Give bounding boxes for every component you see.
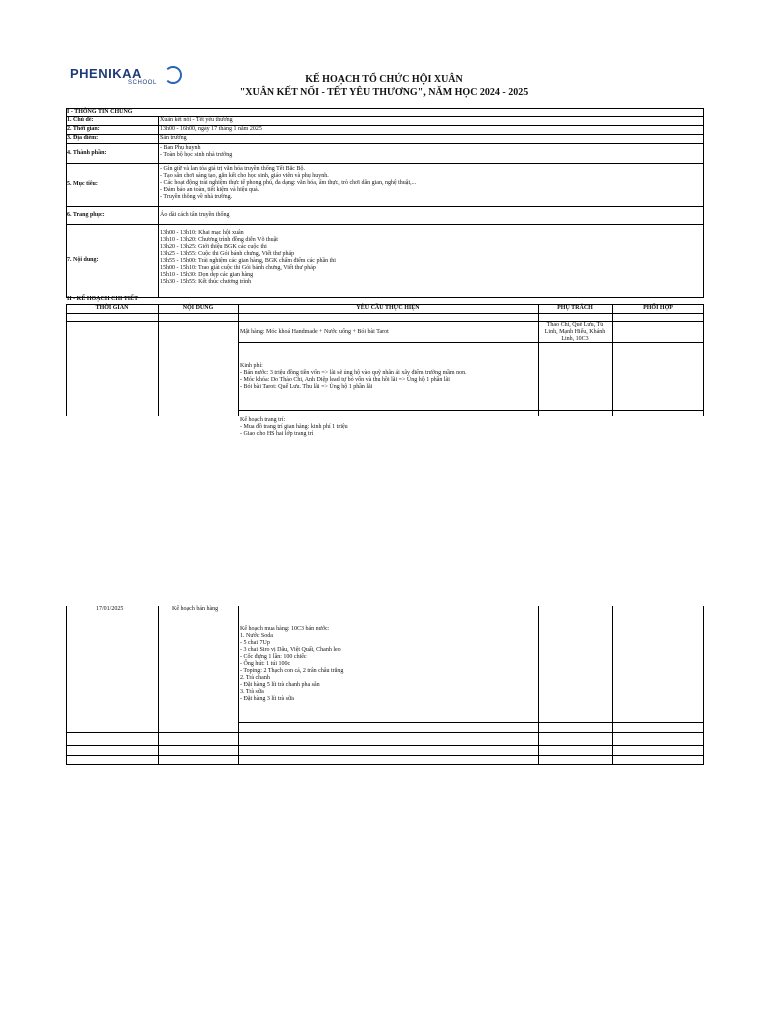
schedule-line: 13h00 - 13h10: Khai mạc hội xuân [160,230,244,236]
col-divider [158,304,159,416]
row-line [66,224,704,225]
owner-line: Thảo Chi, Quế Lưu, Tú [546,322,604,328]
schedule-line: 15h10 - 15h30: Dọn dẹp các gian hàng [160,272,254,278]
topic-label: 1. Chủ đề: [67,117,94,123]
purchase-line: - 3 chai Siro vị Dâu, Việt Quất, Chanh leo [240,647,341,653]
owner-line: Linh, 10C3 [561,336,589,342]
goals-label: 5. Mục tiêu: [67,181,98,187]
col-header-time: THỜI GIAN [95,305,129,311]
col-divider [612,606,613,765]
participants-label: 4. Thành phần: [67,150,107,156]
purchase-line: 1. Nước Soda [240,633,273,639]
col-header-requirement: YÊU CẦU THỰC HIỆN [356,305,420,311]
sales-plan-label: Kế hoạch bán hàng [172,606,219,612]
col-header-coordinate: PHỐI HỢP [643,305,673,311]
time-value: 13h00 - 16h00, ngày 17 tháng 1 năm 2025 [160,126,262,132]
col-divider [538,606,539,765]
budget-line: - Bán nước: 3 triệu đồng tiền vốn => lãi sẽ ủng hộ vào quỹ nhân ái xây điểm trường mầm non. [240,370,467,376]
participants-line: - Toàn bộ học sinh nhà trường [160,152,233,158]
row-line [66,745,704,746]
purchase-line: - Cốc đựng 1 lần: 100 chiếc [240,654,307,660]
schedule-line: 13h55 - 15h00: Trải nghiệm các gian hàng, BGK chấm điểm các phần thi [160,258,336,264]
purchase-line: - Đặt hàng 3 lít trà sữa [240,696,294,702]
document-subtitle: "XUÂN KẾT NỐI - TẾT YÊU THƯƠNG", NĂM HỌC 2024 - 2025 [239,87,529,98]
schedule-line: 13h10 - 13h20: Chương trình đồng diễn Võ thuật [160,237,278,243]
purchase-line: - 5 chai 7Up [240,640,270,646]
participants-line: - Ban Phụ huynh [160,145,201,151]
col-divider [158,606,159,765]
location-value: Sân trường [160,135,187,141]
logo-ring-icon [164,66,182,84]
row-line [66,206,704,207]
document-title: KẾ HOẠCH TỔ CHỨC HỘI XUÂN [305,74,463,85]
row-line [66,732,704,733]
purchase-line: - Toping: 2 Thạch con cá, 2 trân châu trắng [240,668,344,674]
row-line [66,755,704,756]
schedule-line: 15h00 - 15h10: Trao giải cuộc thi Gói bánh chưng, Viết thư pháp [160,265,316,271]
col-header-content: NỘI DUNG [182,305,214,311]
goals-line: - Đảm bảo an toàn, tiết kiệm và hiệu quả. [160,187,260,193]
budget-line: Kinh phí: [240,363,263,369]
topic-value: Xuân kết nối - Tết yêu thương [160,117,233,123]
section-title-general: I - THÔNG TIN CHUNG [67,109,133,115]
content-label: 7. Nội dung: [67,257,99,263]
col-divider [66,606,67,765]
decoration-line: - Giao cho HS hai lớp trang trí [240,431,314,437]
row-line [238,722,704,723]
col-divider [238,606,239,765]
row-line [238,410,704,411]
decoration-line: Kế hoạch trang trí: [240,417,286,423]
owner-line: Linh, Mạnh Hiếu, Khánh [544,329,606,335]
budget-line: - Móc khóa: Do Thảo Chi, Anh Diệp lead tự bỏ vốn và thu hồi lãi => Ủng hộ 1 phần lãi [240,377,450,383]
plan-date: 17/01/2025 [96,606,124,612]
purchase-line: 3. Trà sữa [240,689,264,695]
col-header-owner: PHỤ TRÁCH [557,305,593,311]
goals-line: - Gìn giữ và lan tỏa giá trị văn hóa truyền thống Tết Bắc Bộ. [160,166,305,172]
purchase-line: Kế hoạch mua hàng: 10C3 bán nước: [240,626,330,632]
schedule-line: 15h30 - 15h55: Kết thúc chương trình [160,279,252,285]
schedule-line: 13h20 - 13h25: Giới thiệu BGK các cuộc thi [160,244,267,250]
budget-line: - Bói bài Tarot: Quế Lưu. Thu lãi => Ủng hộ 1 phần lãi [240,384,373,390]
section-title-detail: II - KẾ HOẠCH CHI TIẾT [67,296,139,302]
costume-value: Áo dài cách tân truyền thống [160,212,230,218]
purchase-line: - Ống hút: 1 túi 100c [240,661,291,667]
col-divider [538,304,539,416]
row-line [238,342,704,343]
col-divider [703,606,704,765]
logo-subtext: SCHOOL [128,80,157,86]
goals-line: - Truyền thông về nhà trường. [160,194,233,200]
row-line [66,143,704,144]
logo-text: PHENIKAA [70,66,142,81]
goals-line: - Tạo sân chơi sáng tạo, gắn kết cho học sinh, giáo viên và phụ huynh. [160,173,329,179]
schedule-line: 13h25 - 13h55: Cuộc thi Gói bánh chưng, Viết thư pháp [160,251,295,257]
row-line [66,163,704,164]
purchase-line: - Đặt hàng 5 lít trà chanh pha sẵn [240,682,320,688]
row-line [66,764,704,765]
goals-line: - Các hoạt động trải nghiệm thực tế phong phú, đa dạng: văn hóa, ẩm thực, trò chơi dân gian, nghệ thuật,... [160,180,417,186]
phenikaa-logo [70,66,180,92]
col-divider [238,304,239,416]
purchase-line: 2. Trà chanh [240,675,270,681]
location-label: 3. Địa điểm: [67,135,99,141]
col-divider [612,304,613,416]
product-items: Mặt hàng: Móc khoá Handmade + Nước uống + Bói bài Tarot [240,329,389,335]
row-line [66,313,704,314]
decoration-line: - Mua đồ trang trí gian hàng: kinh phí 1 triệu [240,424,348,430]
costume-label: 6. Trang phục: [67,212,105,218]
time-label: 2. Thời gian: [67,126,100,132]
